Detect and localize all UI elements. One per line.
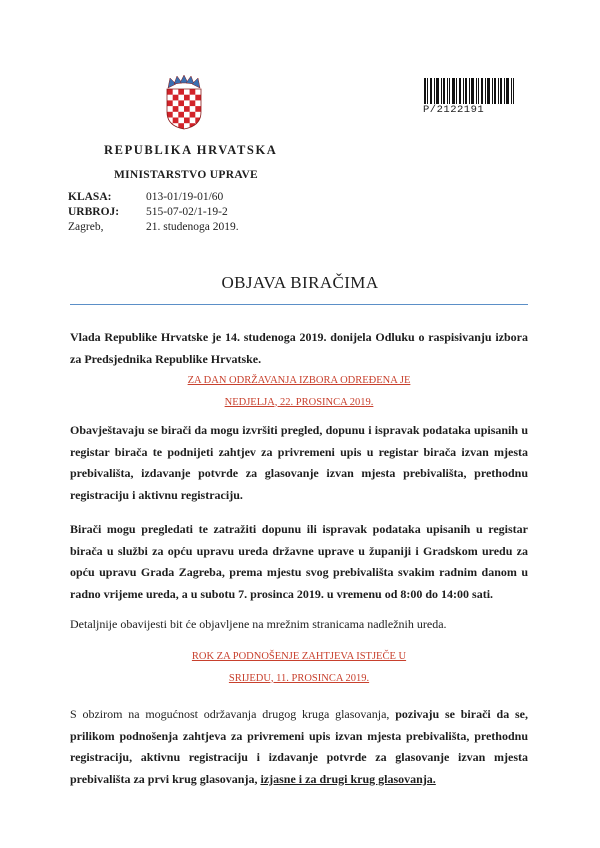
meta-label: URBROJ: [68,206,120,218]
paragraph-decision: Vlada Republike Hrvatske je 14. studenoga 2019. donijela Odluku o raspisivanju izbora za Predsjednika Republike Hrvatske. [70,330,528,366]
meta-row-date [68,220,239,235]
deadline-notice [70,646,528,689]
page-title: OBJAVA BIRAČIMA [221,273,379,292]
document-meta [68,190,239,235]
meta-label: KLASA: [68,191,112,203]
meta-row-klasa [68,190,239,205]
meta-value: 515-07-02/1-19-2 [146,206,228,218]
paragraph-underlined-text: izjasne i za drugi krug glasovanja. [260,771,436,786]
paragraph-text: S obzirom na mogućnost održavanja drugog kruga glasovanja, [70,707,396,721]
ministry-heading: MINISTARSTVO UPRAVE [114,169,259,181]
notice-line: NEDJELJA, 22. PROSINCA 2019. [224,396,374,408]
election-date-notice [70,370,528,413]
title-divider [70,304,528,305]
paragraph-bold-text: pozivaju se birači da se, prilikom podnošenja zahtjeva za privremeni upis izvan mjesta prebivališta, prethodnu registraciju, aktivnu registraciju i izdavanje potvrde za glasovanje izvan mjesta prebivališta za prvi krug glasovanja, [70,707,528,786]
barcode-icon [424,78,514,104]
notice-line: ZA DAN ODRŽAVANJA IZBORA ODREĐENA JE [187,375,411,386]
republic-heading: REPUBLIKA HRVATSKA [104,143,278,157]
barcode-number: P/2122191 [423,104,485,116]
paragraph-details: Detaljnije obavijesti bit će objavljene na mrežnim stranicama nadležnih ureda. [70,617,447,631]
paragraph-second-round [70,704,528,790]
paragraph-voter-registry: Birači mogu pregledati te zatražiti dopunu ili ispravak podataka upisanih u registar birača u službi za opću upravu ureda državne uprave u županiji i Gradskom uredu za opću upravu Grada Zagreba, prema mjestu svog prebivališta svakim radnim danom u radno vrijeme ureda, a u subotu 7. prosinca 2019. u vremenu od 8:00 do 14:00 sati. [70,522,528,601]
notice-line: ROK ZA PODNOŠENJE ZAHTJEVA ISTJEČE U [191,651,407,662]
meta-value: 013-01/19-01/60 [146,191,224,203]
meta-label: Zagreb, [68,221,104,233]
paragraph-voter-notice: Obavještavaju se birači da mogu izvršiti pregled, dopunu i ispravak podataka upisanih u registar birača te podnijeti zahtjev za privremeni upis u registar birača izvan mjesta prebivališta, izdavanje potvrde za glasovanje izvan mjesta prebivališta, prethodnu registraciju i aktivnu registraciju. [70,423,528,502]
notice-line: SRIJEDU, 11. PROSINCA 2019. [228,672,370,684]
coat-of-arms-icon [164,74,204,130]
meta-value: 21. studenoga 2019. [146,221,239,233]
meta-row-urbroj [68,205,239,220]
